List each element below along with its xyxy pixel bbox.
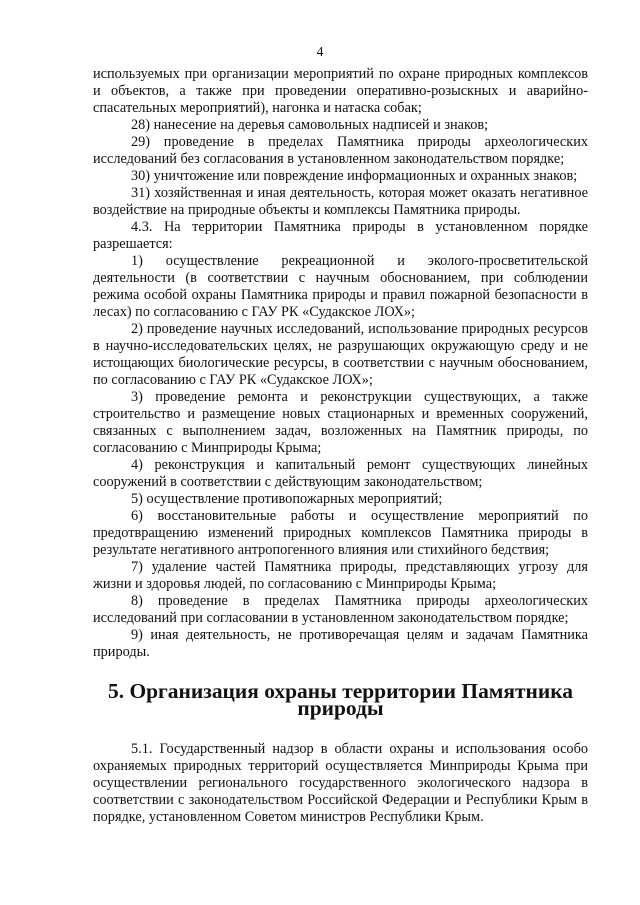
paragraph-clause-4-3: 4.3. На территории Памятника природы в установленном порядке разрешается: [93, 219, 588, 252]
document-body [93, 66, 588, 826]
section-heading: 5. Организация охраны территории Памятника природы [108, 679, 573, 720]
paragraph-allowed-6: 6) восстановительные работы и осуществление мероприятий по предотвращению изменений природных комплексов Памятника природы в результате негативного антропогенного влияния или стихийного бедствия; [93, 508, 588, 558]
paragraph-allowed-7: 7) удаление частей Памятника природы, представляющих угрозу для жизни и здоровья людей, по согласованию с Минприроды Крыма; [93, 559, 588, 592]
paragraph-allowed-8: 8) проведение в пределах Памятника природы археологических исследований при согласовании в установленном законодательством порядке; [93, 593, 588, 626]
page-number: 4 [316, 45, 324, 60]
paragraph-item-31: 31) хозяйственная и иная деятельность, которая может оказать негативное воздействие на природные объекты и комплексы Памятника природы. [93, 185, 588, 218]
paragraph-allowed-2: 2) проведение научных исследований, использование природных ресурсов в научно-исследовательских целях, не разрушающих окружающую среду и не истощающих биологические ресурсы, в соответствии с научным обоснованием, по согласованию с ГАУ РК «Судакское ЛОХ»; [93, 321, 588, 388]
paragraph-allowed-9: 9) иная деятельность, не противоречащая целям и задачам Памятника природы. [93, 627, 588, 660]
paragraph-item-30: 30) уничтожение или повреждение информационных и охранных знаков; [131, 168, 578, 184]
paragraph-item-29: 29) проведение в пределах Памятника природы археологических исследований без согласования в установленном законодательством порядке; [93, 134, 588, 167]
paragraph-allowed-5: 5) осуществление противопожарных мероприятий; [131, 491, 443, 507]
paragraph-continuation: используемых при организации мероприятий по охране природных комплексов и объектов, а также при проведении оперативно-розыскных и аварийно-спасательных мероприятий), нагонка и натаска собак; [93, 66, 588, 116]
paragraph-allowed-1: 1) осуществление рекреационной и эколого-просветительской деятельности (в соответствии с научным обоснованием, при соблюдении режима особой охраны Памятника природы и правил пожарной безопасности в лесах) по согласованию с ГАУ РК «Судакское ЛОХ»; [93, 253, 588, 320]
paragraph-allowed-3: 3) проведение ремонта и реконструкции существующих, а также строительство и размещение новых стационарных и временных сооружений, связанных с выполнением задач, возложенных на Памятник природы, по согласованию с Минприроды Крыма; [93, 389, 588, 456]
paragraph-clause-5-1: 5.1. Государственный надзор в области охраны и использования особо охраняемых природных территорий осуществляется Минприроды Крыма при осуществлении регионального государственного экологического надзора в соответствии с законодательством Российской Федерации и Республики Крым в порядке, установленном Советом министров Республики Крым. [93, 741, 588, 825]
paragraph-allowed-4: 4) реконструкция и капитальный ремонт существующих линейных сооружений в соответствии с действующим законодательством; [93, 457, 588, 490]
paragraph-item-28: 28) нанесение на деревья самовольных надписей и знаков; [131, 117, 489, 133]
